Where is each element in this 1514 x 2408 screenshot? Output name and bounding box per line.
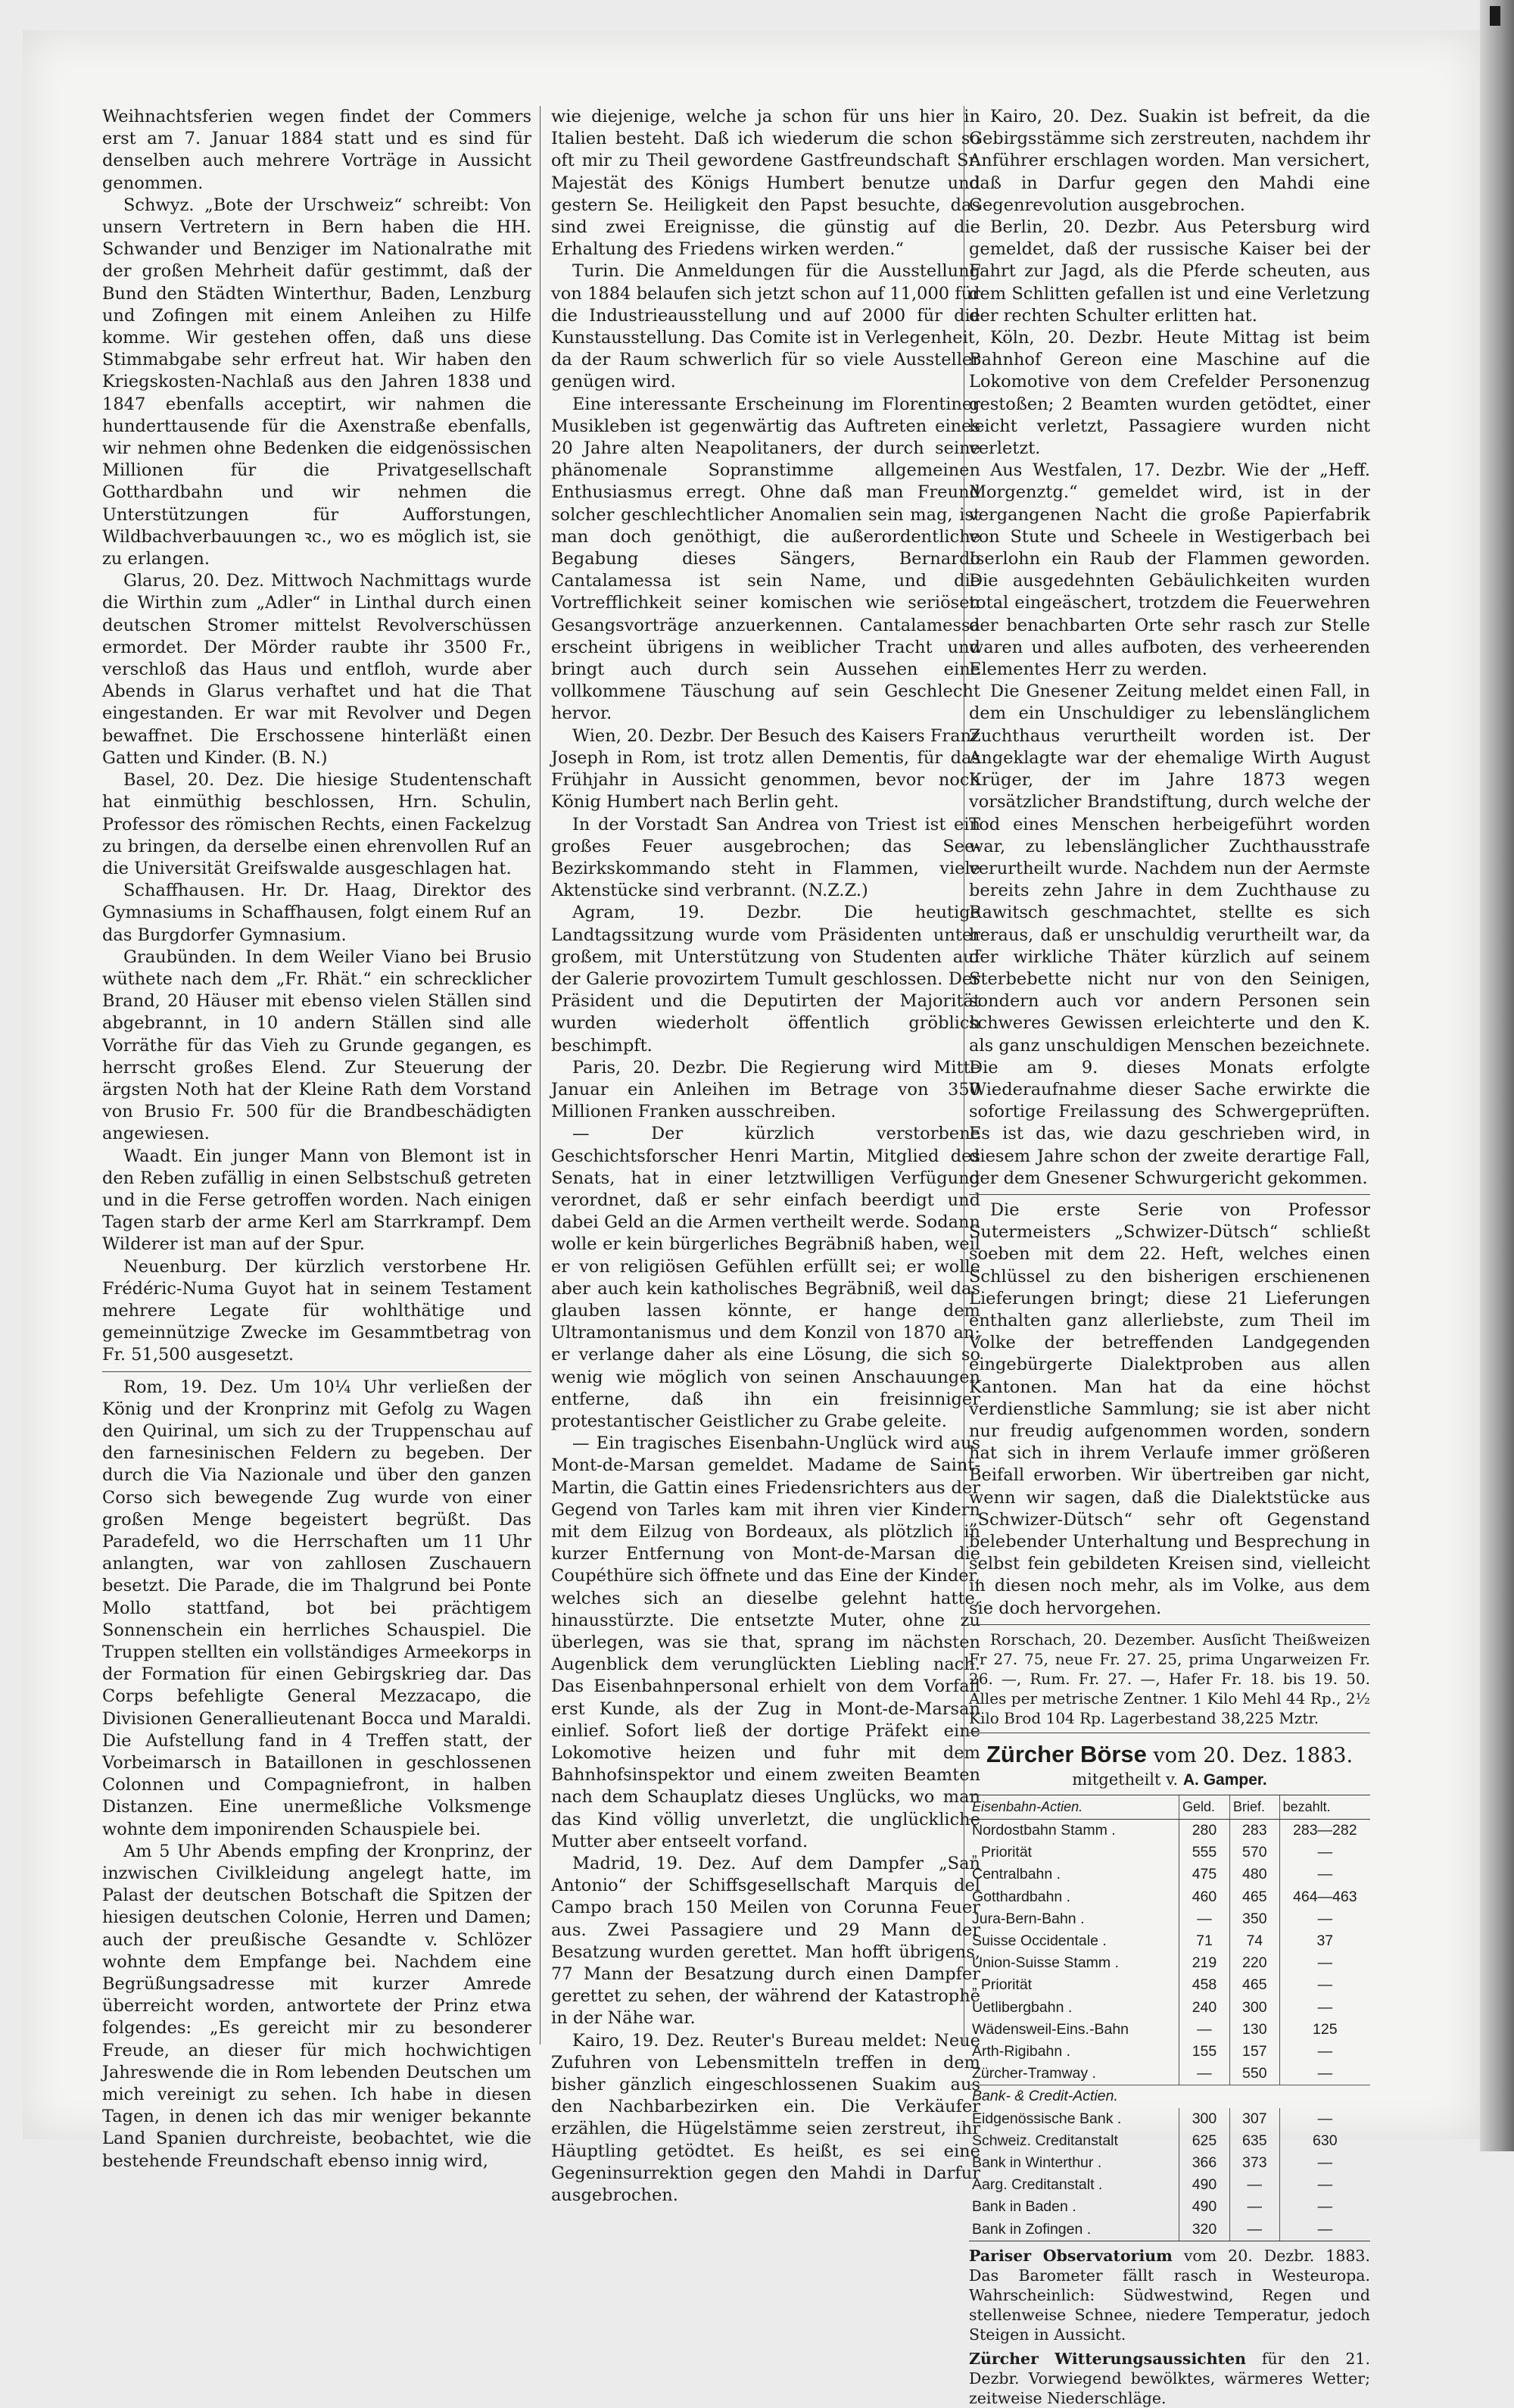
article: Am 5 Uhr Abends empfing der Kronprinz, der inzwischen Civilkleidung angelegt hatte, im Palast der deutschen Botschaft die Spitzen der hiesigen deutschen Colonie, Herren und Damen; auch der preußische Gesandte v. Schlözer wohnte dem Empfange bei. Nachdem eine Begrüßungsadresse mit kurzer Amrede überreicht worden, antwortete der Prinz etwa folgendes: „Es gereicht mir zu besonderer Freude, an dieser für mich hochwichtigen Jahreswende die in Rom lebenden Deutschen um mich vereinigt zu sehen. Ich habe in diesen Tagen, in denen ich das mir weniger bekannte Land Spanien durchreiste, beobachtet, wie die bestehende Freundschaft ebenso innig wird, — [102, 1841, 531, 2171]
exchange-row — [969, 2174, 1370, 2196]
exchange-cell: 320 — [1179, 2219, 1229, 2241]
article: Kairo, 19. Dez. Reuter's Bureau meldet: Neue Zufuhren von Lebensmitteln treffen in dem bisher gänzlich eingeschlossenen Suakim aus den Nachbarbezirken ein. Die Verkäufer erzählen, die Hügelstämme seien zerstreut, ihr Häuptling getödtet. Es heißt, es sei eine Gegeninsurrektion gegen den Mahdi in Darfur ausgebrochen. — [551, 2030, 980, 2206]
exchange-title: Zürcher Börse vom 20. Dez. 1883. — [986, 1740, 1354, 1767]
article: In der Vorstadt San Andrea von Triest ist ein großes Feuer ausgebrochen; das See-Bezirkskommando steht in Flammen, viele Aktenstücke sind verbrannt. (N.Z.Z.) — [551, 814, 980, 901]
exchange-cell: 460 — [1179, 1886, 1229, 1908]
exchange-cell: — — [1279, 1842, 1370, 1864]
exchange-cell: 550 — [1229, 2063, 1279, 2085]
exchange-cell: 37 — [1279, 1930, 1370, 1952]
exchange-cell: Bank in Zofingen . — [969, 2219, 1179, 2241]
exchange-cell: — — [1229, 2174, 1279, 2196]
exchange-cell: Arth-Rigibahn . — [972, 2043, 1071, 2060]
exchange-table — [969, 1795, 1370, 2241]
article: Waadt. Ein junger Mann von Blemont ist in den Reben zufällig in einen Selbstschuß getreten und in die Ferse getroffen worden. Nach einigen Tagen starb der arme Kerl am Starrkrampf. Dem Wilderer ist man auf der Spur. — [102, 1146, 531, 1255]
exchange-subtitle: mitgetheilt v. A. Gamper. — [1072, 1770, 1267, 1789]
exchange-cell: — — [1279, 1952, 1370, 1974]
exchange-cell: 464—463 — [1279, 1886, 1370, 1908]
exchange-row — [969, 2219, 1370, 2241]
exchange-row — [969, 2130, 1370, 2152]
exchange-cell: 300 — [1229, 1997, 1279, 2019]
exchange-cell: — — [1179, 1908, 1229, 1930]
article: Die Gnesener Zeitung meldet einen Fall, in dem ein Unschuldiger zu lebenslänglichem Zuchthaus verurtheilt worden ist. Der Angeklagte war der ehemalige Wirth August Krüger, der im Jahre 1873 wegen vorsätzlicher Brandstiftung, durch welche der Tod eines Menschen herbeigeführt worden war, zu lebenslänglicher Zuchthausstrafe verurtheilt wurde. Nachdem nun der Aermste bereits zehn Jahre in dem Zuchthause zu Rawitsch geschmachtet, stellte es sich heraus, daß er unschuldig verurtheilt war, da der wirkliche Thäter kürzlich auf seinem Sterbebette nicht nur von den Seinigen, sondern auch vor andern Personen sein schweres Gewissen erleichterte und den K. als ganz unschuldigen Menschen bezeichnete. Die am 9. dieses Monats erfolgte Wiederaufnahme dieser Sache erwirkte die sofortige Freilassung des Schwergeprüften. Es ist das, wie dazu geschrieben wird, in diesem Jahre schon der zweite derartige Fall, der dem Gnesener Schwurgericht gekommen. — [969, 682, 1370, 1188]
exchange-cell: 283—282 — [1279, 1820, 1370, 1842]
exchange-row — [969, 1952, 1370, 1974]
column-middle — [551, 106, 980, 2206]
exchange-cell: 490 — [1179, 2174, 1229, 2196]
exchange-column-header: Eisenbahn-Actien. — [969, 1795, 1179, 1819]
exchange-cell: Nordostbahn Stamm . — [972, 1822, 1116, 1839]
article: Basel, 20. Dez. Die hiesige Studentenschaft hat einmüthig beschlossen, Hrn. Schulin, Professor des römischen Rechts, einen Fackelzug zu bringen, da derselbe einen ehrenvollen Ruf an die Universität Greifswalde ausgeschlagen hat. — [102, 770, 531, 878]
exchange-section-header — [969, 2085, 1370, 2108]
exchange-cell: — — [1279, 2174, 1370, 2196]
article: Graubünden. In dem Weiler Viano bei Brusio wüthete nach dem „Fr. Rhät.“ ein schrecklicher Brand, 20 Häuser mit ebenso vielen Ställen sind abgebrannt, in 10 andern Ställen sind alle Vorräthe für das Vieh zu Grunde gegangen, es herrscht großes Elend. Zur Steuerung der ärgsten Noth hat der Kleine Rath dem Vorstand von Brusio Fr. 500 für die Brandbeschädigten angewiesen. — [102, 947, 531, 1144]
exchange-cell: 307 — [1229, 2108, 1279, 2130]
exchange-cell: Centralbahn . — [972, 1866, 1061, 1883]
exchange-cell: 240 — [1179, 1997, 1229, 2019]
exchange-cell: Uetlibergbahn . — [972, 1998, 1073, 2016]
exchange-cell: — — [1279, 2152, 1370, 2174]
exchange-cell: 635 — [1229, 2130, 1279, 2152]
section-divider — [102, 1371, 531, 1372]
exchange-cell: 373 — [1229, 2152, 1279, 2174]
exchange-cell: 283 — [1229, 1820, 1279, 1842]
exchange-cell: 71 — [1179, 1930, 1229, 1952]
article: Schwyz. „Bote der Urschweiz“ schreibt: Von unsern Vertretern in Bern haben die HH. Schwander und Benziger im Nationalrathe mit der großen Mehrheit dafür gestimmt, daß der Bund den Städten Winterthur, Baden, Lenzburg und Zofingen mit einem Anleihen zu Hilfe komme. Wir gestehen offen, daß uns diese Stimmabgabe sehr erfreut hat. Wir haben den Kriegskosten-Nachlaß aus den Jahren 1838 und 1847 ebenfalls acceptirt, wir nahmen die hunderttausende für die Axenstraße ebenfalls, wir nehmen ohne Bedenken die eidgenössischen Millionen für die Privatgesellschaft Gotthardbahn und wir nehmen die Unterstützungen für Aufforstungen, Wildbachverbauungen ꝛc., wo es möglich ist, sie zu erlangen. — [102, 195, 531, 569]
exchange-cell: — — [1279, 1864, 1370, 1886]
exchange-row — [969, 2108, 1370, 2130]
exchange-cell: 570 — [1229, 1842, 1279, 1864]
exchange-cell: — — [1279, 1908, 1370, 1930]
exchange-cell: Eidgenössische Bank . — [972, 2110, 1122, 2127]
exchange-row — [969, 1886, 1370, 1908]
exchange-cell: — — [1279, 1974, 1370, 1996]
article: Glarus, 20. Dez. Mittwoch Nachmittags wurde die Wirthin zum „Adler“ in Linthal durch einen deutschen Stromer mittelst Revolverschüssen ermordet. Der Mörder raubte ihr 3500 Fr., verschloß das Haus und entfloh, wurde aber Abends in Glarus verhaftet und hat die That eingestanden. Er war mit Revolver und Degen bewaffnet. Die Erschossene hinterläßt einen Gatten und Kinder. (B. N.) — [102, 571, 531, 768]
exchange-cell: Jura-Bern-Bahn . — [972, 1910, 1085, 1927]
binding-mark — [1490, 6, 1500, 26]
exchange-column-header: Geld. — [1179, 1795, 1229, 1819]
exchange-row — [969, 2041, 1370, 2063]
article: Berlin, 20. Dezbr. Aus Petersburg wird gemeldet, daß der russische Kaiser bei der Fahrt zur Jagd, als die Pferde scheuten, aus dem Schlitten gefallen ist und eine Verletzung der rechten Schulter erlitten hat. — [969, 217, 1370, 326]
exchange-table-header — [969, 1795, 1370, 1819]
exchange-cell: Wädensweil-Eins.-Bahn — [972, 2020, 1129, 2038]
exchange-row — [969, 2019, 1370, 2041]
exchange-cell: 625 — [1179, 2130, 1229, 2152]
exchange-cell: — — [1279, 2063, 1370, 2085]
section-divider — [969, 1194, 1370, 1195]
exchange-cell: Gotthardbahn . — [972, 1888, 1071, 1905]
exchange-row — [969, 1997, 1370, 2019]
exchange-cell: 219 — [1179, 1952, 1229, 1974]
exchange-cell: — — [1279, 1997, 1370, 2019]
article: Eine interessante Erscheinung im Florentiner Musikleben ist gegenwärtig das Auftreten eines 20 Jahre alten Neapolitaners, der durch seine phänomenale Sopranstimme allgemeinen Enthusiasmus erregt. Ohne daß man Freund solcher geschlechtlicher Anomalien sein mag, ist man doch genöthigt, die außerordentliche Begabung dieses Sängers, Bernardo Cantalamessa ist sein Name, und die Vortrefflichkeit seiner komischen wie seriösen Gesangsvorträge anzuerkennen. Cantalamessa erscheint übrigens in weiblicher Tracht und bringt auch durch sein Aussehen eine vollkommene Täuschung auf sein Geschlecht hervor. — [551, 394, 980, 724]
exchange-cell: — — [1179, 2063, 1229, 2085]
article: — Der kürzlich verstorbene Geschichtsforscher Henri Martin, Mitglied des Senats, hat in einer letztwilligen Verfügung verordnet, daß er sehr einfach beerdigt und dabei Geld an die Armen vertheilt werde. Sodann wolle er kein bürgerliches Begräbniß haben, weil er von religiösen Gefühlen erfüllt sei; er wolle aber auch kein katholisches Begräbniß, weil das glauben lassen könnte, er hange dem Ultramontanismus und dem Konzil von 1870 an; er verlange daher als eine Lösung, die sich so wenig wie möglich von seinen Anschauungen entferne, daß ihn ein freisinniger protestantischer Geistlicher zu Grabe geleite. — [551, 1124, 980, 1431]
article: Köln, 20. Dezbr. Heute Mittag ist beim Bahnhof Gereon eine Maschine auf die Lokomotive von dem Crefelder Personenzug gestoßen; 2 Beamten wurden getödtet, einer leicht verletzt, Passagiere wurden nicht verletzt. — [969, 328, 1370, 459]
exchange-cell: Schweiz. Creditanstalt — [972, 2132, 1118, 2149]
article: Wien, 20. Dezbr. Der Besuch des Kaisers Franz Joseph in Rom, ist trotz allen Dementis, für das Frühjahr in Aussicht genommen, bevor noch König Humbert nach Berlin geht. — [551, 725, 980, 813]
exchange-cell: 300 — [1179, 2108, 1229, 2130]
article: Aus Westfalen, 17. Dezbr. Wie der „Heff. Morgenztg.“ gemeldet wird, ist in der vergangenen Nacht die große Papierfabrik von Stute und Scheele in Westigerbach bei Iserlohn ein Raub der Flammen geworden. Die ausgedehnten Gebäulichkeiten wurden total eingeäschert, trotzdem die Feuerwehren der benachbarten Orte sehr rasch zur Stelle waren und alles aufboten, des verheerenden Elementes Herr zu werden. — [969, 460, 1370, 680]
exchange-cell: 350 — [1229, 1908, 1279, 1930]
section-divider — [969, 1624, 1370, 1625]
article: Neuenburg. Der kürzlich verstorbene Hr. Frédéric-Numa Guyot hat in seinem Testament mehrere Legate für wohlthätige und gemeinnützige Zwecke im Gesammtbetrag von Fr. 51,500 ausgesetzt. — [102, 1256, 531, 1365]
article: Paris, 20. Dezbr. Die Regierung wird Mitte Januar ein Anleihen im Betrage von 350 Millionen Franken ausschreiben. — [551, 1057, 980, 1122]
article: Schaffhausen. Hr. Dr. Haag, Direktor des Gymnasiums in Schaffhausen, folgt einem Ruf an das Burgdorfer Gymnasium. — [102, 881, 531, 945]
article: Rom, 19. Dez. Um 10¼ Uhr verließen der König und der Kronprinz mit Gefolg zu Wagen den Quirinal, um sich zu der Truppenschau auf den farnesinischen Feldern zu begeben. Der durch die Via Nazionale und über den ganzen Corso sich bewegende Zug wurde von einer großen Menge begeistert begrüßt. Das Paradefeld, wo die Herrschaften um 11 Uhr anlangten, war von zahllosen Zuschauern besetzt. Die Parade, die im Thalgrund bei Ponte Mollo stattfand, bot bei prächtigem Sonnenschein ein herrliches Schauspiel. Die Truppen stellten ein vollständiges Armeekorps in der Formation für einen Gebirgskrieg dar. Das Corps befehligte General Mezzacapo, die Divisionen Generallieutenant Bocca und Maraldi. Die Aufstellung fand in 4 Treffen statt, der Vorbeimarsch in Bataillonen in geschlossenen Colonnen und Compagniefront, in halben Distanzen. Eine unermeßliche Volksmenge wohnte dem imponirenden Schauspiele bei. — [102, 1377, 531, 1839]
exchange-cell: „ Priorität — [972, 1844, 1033, 1861]
exchange-cell: — — [1229, 2196, 1279, 2218]
exchange-section-label: Bank- & Credit-Actien. — [969, 2085, 1370, 2108]
exchange-cell: 480 — [1229, 1864, 1279, 1886]
exchange-row — [969, 2152, 1370, 2174]
exchange-column-header: Brief. — [1229, 1795, 1279, 1819]
weather-forecast: Zürcher Witterungsaussichten für den 21. Dezbr. Vorwiegend bewölktes, wärmeres Wetter; zeitweise Niederschläge. — [969, 2349, 1370, 2407]
article: Kairo, 20. Dez. Suakin ist befreit, da die Gebirgsstämme sich zerstreuten, nachdem ihr Anführer erschlagen worden. Man versichert, daß in Darfur gegen den Mahdi eine Gegenrevolution ausgebrochen. — [969, 107, 1370, 215]
exchange-cell: 490 — [1179, 2196, 1229, 2218]
column-left — [102, 106, 531, 2171]
exchange-cell: — — [1279, 2219, 1370, 2241]
exchange-cell: Zürcher-Tramway . — [972, 2065, 1096, 2082]
exchange-cell: 125 — [1279, 2019, 1370, 2041]
exchange-cell: Aarg. Creditanstalt . — [972, 2176, 1103, 2194]
exchange-cell: 458 — [1179, 1974, 1229, 1996]
article: — Ein tragisches Eisenbahn-Unglück wird aus Mont-de-Marsan gemeldet. Madame de Saint-Martin, die Gattin eines Friedensrichters aus der Gegend von Tarles kam mit ihren vier Kindern mit dem Eilzug von Bordeaux, als plötzlich in kurzer Entfernung von Mont-de-Marsan die Coupéthüre sich öffnete und das Eine der Kinder, welches sich an dieselbe gelehnt hatte, hinausstürzte. Die entsetzte Muter, ohne zu überlegen, was sie that, sprang im nächsten Augenblick dem verunglückten Liebling nach. Das Eisenbahnpersonal erhielt von dem Vorfall erst Kunde, als der Zug in Mont-de-Marsan einlief. Sofort ließ der dortige Präfekt eine Lokomotive heizen und fuhr mit dem Bahnhofsinspektor und einem zweiten Beamten nach dem Schauplatz dieses Unglücks, wo man das Kind völlig unverletzt, die unglückliche Mutter aber entseelt vorfand. — [551, 1433, 980, 1851]
exchange-cell: 130 — [1229, 2019, 1279, 2041]
exchange-row — [969, 2196, 1370, 2218]
exchange-cell: 155 — [1179, 2041, 1229, 2063]
exchange-cell: 475 — [1179, 1864, 1229, 1886]
exchange-cell: 630 — [1279, 2130, 1370, 2152]
article: Weihnachtsferien wegen findet der Commers erst am 7. Januar 1884 statt und es sind für denselben auch mehrere Vorträge in Aussicht genommen. — [102, 107, 531, 193]
article: Die erste Serie von Professor Sutermeisters „Schwizer-Dütsch“ schließt soeben mit dem 22. Heft, welches einen Schlüssel zu den bisherigen erschienenen Lieferungen bringt; diese 21 Lieferungen enthalten ganz allerliebste, zum Theil im Volke der betreffenden Landgegenden eingebürgerte Dialektproben aus allen Kantonen. Man hat da eine höchst verdienstliche Sammlung; sie ist aber nicht nur freudig aufgenommen worden, sondern hat sich in ihrem Verlaufe immer größeren Beifall erworben. Wir übertreiben gar nicht, wenn wir sagen, daß die Dialektstücke aus „Schwizer-Dütsch“ sehr oft Gegenstand belebender Unterhaltung und Besprechung in selbst fein gebildeten Kreisen sind, vielleicht in diesen noch mehr, als im Volke, aus dem sie doch hervorgehen. — [969, 1199, 1370, 1618]
exchange-cell: 280 — [1179, 1820, 1229, 1842]
exchange-row — [969, 1820, 1370, 1842]
exchange-cell: 157 — [1229, 2041, 1279, 2063]
article: wie diejenige, welche ja schon für uns hier in Italien besteht. Daß ich wiederum die schon so oft mir zu Theil gewordene Gastfreundschaft Sr. Majestät des Königs Humbert benutze und gestern Se. Heiligkeit den Papst besuchte, das sind zwei Ereignisse, die günstig auf die Erhaltung des Friedens wirken werden.“ — [551, 107, 980, 260]
exchange-cell: 366 — [1179, 2152, 1229, 2174]
exchange-cell: Bank in Winterthur . — [972, 2154, 1102, 2172]
exchange-cell: — — [1179, 2019, 1229, 2041]
exchange-cell: 555 — [1179, 1842, 1229, 1864]
exchange-cell: — — [1229, 2219, 1279, 2241]
page-edge-shadow — [1480, 0, 1514, 2151]
exchange-cell: — — [1279, 2041, 1370, 2063]
exchange-row — [969, 1908, 1370, 1930]
article: Turin. Die Anmeldungen für die Ausstellung von 1884 belaufen sich jetzt schon auf 11,000 für die Industrieausstellung und auf 2000 für die Kunstausstellung. Das Comite ist in Verlegenheit, da der Raum schwerlich für so viele Aussteller genügen wird. — [551, 261, 980, 392]
exchange-row — [969, 1930, 1370, 1952]
column-right — [969, 106, 1370, 2407]
exchange-cell: Bank in Baden . — [972, 2198, 1076, 2216]
exchange-row — [969, 2063, 1370, 2085]
exchange-cell: 465 — [1229, 1974, 1279, 1996]
exchange-cell: „ Priorität — [972, 1976, 1033, 1994]
exchange-cell: 74 — [1229, 1930, 1279, 1952]
exchange-row — [969, 1974, 1370, 1996]
exchange-cell: 465 — [1229, 1886, 1279, 1908]
exchange-cell: Suisse Occidentale . — [972, 1932, 1107, 1950]
exchange-row — [969, 1864, 1370, 1886]
observatory-report: Pariser Observatorium vom 20. Dezbr. 1883. Das Barometer fällt rasch in Westeuropa. Wahrscheinlich: Südwestwind, Regen und stellenweise Schnee, niedere Temperatur, jedoch Steigen in Aussicht. — [969, 2246, 1370, 2344]
market-report: Rorschach, 20. Dezember. Ausſicht Theißweizen Fr 27. 75, neue Fr. 27. 25, prima Ungarweizen Fr. 26. —, Rum. Fr. 27. —, Hafer Fr. 18. bis 19. 50. Alles per metrische Zentner. 1 Kilo Mehl 44 Rp., 2½ Kilo Brod 104 Rp. Lagerbestand 38,225 Mztr. — [969, 1630, 1370, 1727]
exchange-cell: — — [1279, 2196, 1370, 2218]
exchange-cell: — — [1279, 2108, 1370, 2130]
exchange-column-header: bezahlt. — [1279, 1795, 1370, 1819]
exchange-cell: Union-Suisse Stamm . — [972, 1954, 1119, 1972]
article: Agram, 19. Dezbr. Die heutige Landtagssitzung wurde vom Präsidenten unter großem, mit Unterstützung von Studenten auf der Galerie provozirtem Tumult geschlossen. Der Präsident und die Deputirten der Majorität wurden wiederholt öffentlich gröblich beschimpft. — [551, 903, 980, 1056]
article: Madrid, 19. Dez. Auf dem Dampfer „San Antonio“ der Schiffsgesellschaft Marquis del Campo brach 150 Meilen von Corunna Feuer aus. Zwei Passagiere und 29 Mann der Besatzung wurden gerettet. Man hofft übrigens, 77 Mann der Besatzung durch einen Dampfer gerettet zu sehen, der während der Katastrophe in der Nähe war. — [551, 1854, 980, 2029]
exchange-row — [969, 1842, 1370, 1864]
exchange-cell: 220 — [1229, 1952, 1279, 1974]
